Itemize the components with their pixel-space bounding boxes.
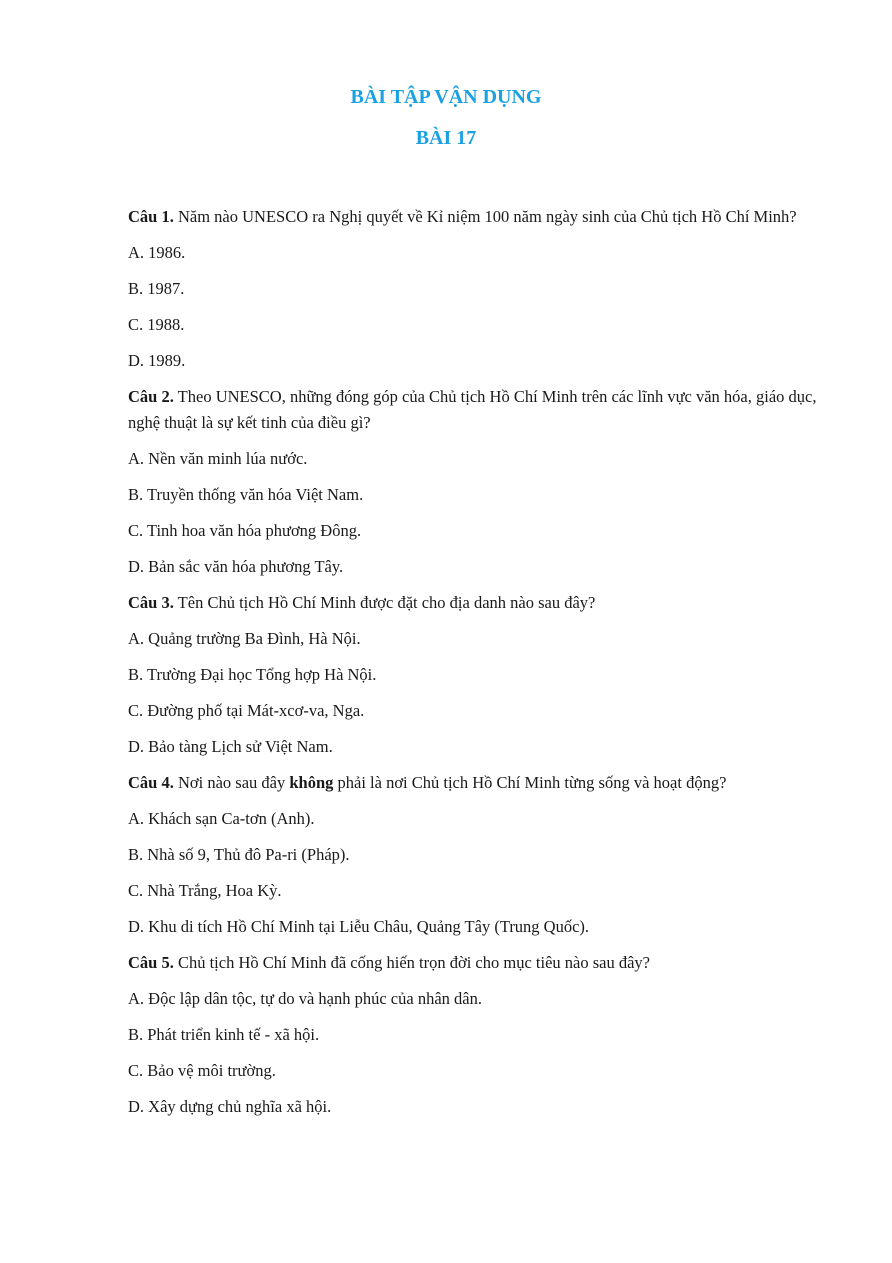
question-block [128,590,828,760]
answer-option: C. Bảo vệ môi trường. [128,1061,276,1080]
question-body: Tên Chủ tịch Hồ Chí Minh được đặt cho địa danh nào sau đây? [173,593,596,612]
answer-option: B. Phát triển kinh tế - xã hội. [128,1025,320,1044]
answer-option: C. Tinh hoa văn hóa phương Đông. [128,521,362,540]
answer-option: A. Nền văn minh lúa nước. [128,449,308,468]
answer-option: A. Độc lập dân tộc, tự do và hạnh phúc của nhân dân. [128,989,482,1008]
answer-option: A. Khách sạn Ca-tơn (Anh). [128,809,315,828]
question-block [128,204,828,374]
document-title: BÀI TẬP VẬN DỤNG [350,86,542,108]
question-label: Câu 3. [128,593,174,612]
question-body: Năm nào UNESCO ra Nghị quyết về Kỉ niệm 100 năm ngày sinh của Chủ tịch Hồ Chí Minh? [173,207,797,226]
answer-option: C. Nhà Trắng, Hoa Kỳ. [128,881,282,900]
question-label: Câu 1. [128,207,174,226]
document-subtitle: BÀI 17 [415,127,477,149]
question-body: Nơi nào sau đây [173,773,290,792]
answer-option: D. Khu di tích Hồ Chí Minh tại Liễu Châu, Quảng Tây (Trung Quốc). [128,917,590,936]
question-emphasis: không [289,773,334,792]
answer-option: B. Truyền thống văn hóa Việt Nam. [128,485,364,504]
question-label: Câu 2. [128,387,174,406]
question-text [128,950,828,976]
answer-option: D. Bản sắc văn hóa phương Tây. [128,557,344,576]
question-block [128,384,828,580]
question-block [128,950,828,1120]
answer-option: B. 1987. [128,279,185,298]
answer-option: D. Xây dựng chủ nghĩa xã hội. [128,1097,332,1116]
question-body: Theo UNESCO, những đóng góp của Chủ tịch Hồ Chí Minh trên các lĩnh vực văn hóa, giáo dục, nghệ thuật là sự kết tinh của điều gì? [128,387,817,432]
answer-option: C. 1988. [128,315,185,334]
answer-option: A. 1986. [128,243,186,262]
answer-option: D. 1989. [128,351,186,370]
answer-option: C. Đường phố tại Mát-xcơ-va, Nga. [128,701,365,720]
answer-option: B. Nhà số 9, Thủ đô Pa-ri (Pháp). [128,845,350,864]
question-list [128,204,828,1130]
question-label: Câu 4. [128,773,174,792]
answer-option: B. Trường Đại học Tổng hợp Hà Nội. [128,665,377,684]
question-text [128,770,828,796]
question-text [128,590,828,616]
question-body: Chủ tịch Hồ Chí Minh đã cống hiến trọn đời cho mục tiêu nào sau đây? [173,953,650,972]
question-block [128,770,828,940]
answer-option: D. Bảo tàng Lịch sử Việt Nam. [128,737,333,756]
question-text [128,384,828,436]
answer-option: A. Quảng trường Ba Đình, Hà Nội. [128,629,361,648]
question-text [128,204,828,230]
question-label: Câu 5. [128,953,174,972]
question-body-end: phải là nơi Chủ tịch Hồ Chí Minh từng sống và hoạt động? [333,773,727,792]
